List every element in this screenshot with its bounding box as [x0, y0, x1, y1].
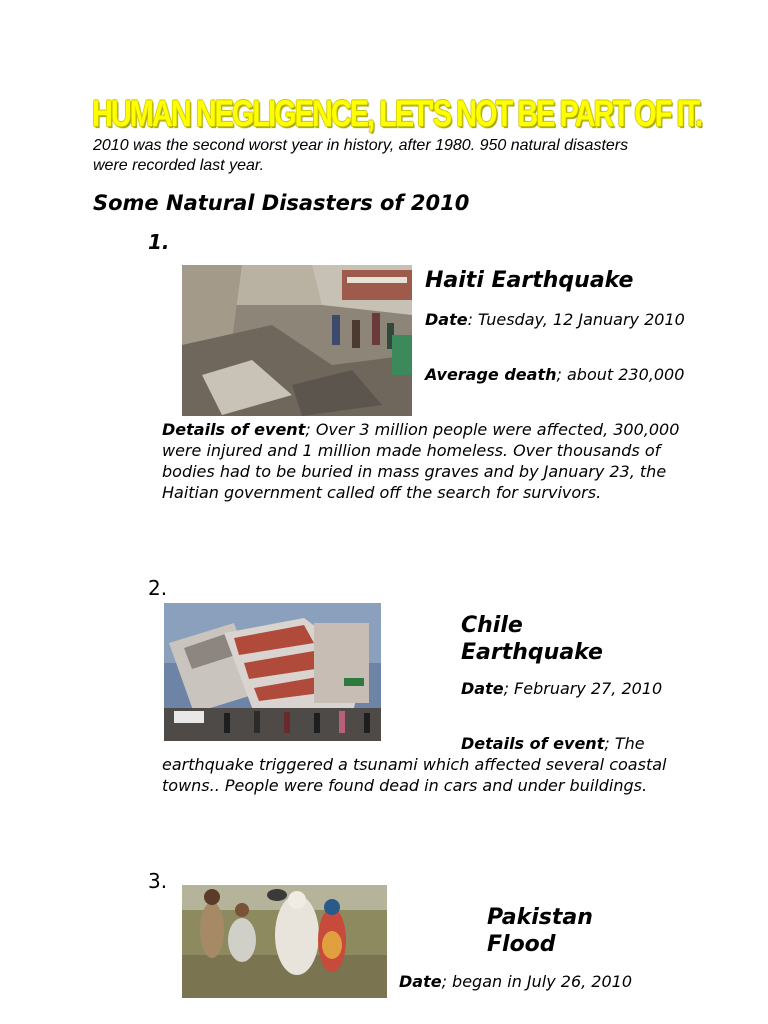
haiti-death-value: ; about 230,000 [556, 365, 685, 384]
pakistan-flood-photo [182, 885, 387, 998]
haiti-date [425, 309, 685, 330]
disaster-number-3: 3. [148, 869, 168, 893]
disaster-number-1: 1. [148, 230, 170, 254]
section-title: Some Natural Disasters of 2010 [93, 191, 470, 215]
chile-earthquake-photo [164, 603, 381, 741]
chile-title-line-1: Chile [461, 613, 523, 638]
pakistan-title [487, 904, 593, 958]
chile-date [461, 678, 681, 699]
haiti-death [425, 364, 685, 385]
chile-details-value: ; The earthquake triggered a tsunami which affected several coastal towns.. People were found dead in cars and under buildings. [162, 734, 667, 795]
pakistan-date-value: ; began in July 26, 2010 [441, 972, 633, 991]
disaster-number-2: 2. [148, 576, 168, 600]
haiti-earthquake-photo [182, 265, 412, 416]
haiti-death-label: Average death [425, 365, 557, 384]
haiti-details-value: ; Over 3 million people were affected, 300,000 were injured and 1 million made homeless. Over thousands of bodies had to be buried in mass graves and by January 23, the Haitian government called off the search for survivors. [162, 420, 680, 502]
haiti-date-label: Date [425, 310, 468, 329]
chile-details [162, 733, 687, 796]
pakistan-date [399, 971, 689, 992]
page-banner-title: HUMAN NEGLIGENCE, LET'S NOT BE PART OF IT. [92, 93, 702, 134]
pakistan-title-line-2: Flood [487, 932, 556, 957]
chile-date-label: Date [461, 679, 504, 698]
haiti-date-value: : Tuesday, 12 January 2010 [467, 310, 685, 329]
intro-text: 2010 was the second worst year in history, after 1980. 950 natural disasters were recorded last year. [93, 137, 629, 174]
chile-details-label: Details of event [461, 734, 605, 753]
haiti-details [162, 419, 682, 503]
chile-date-value: ; February 27, 2010 [503, 679, 663, 698]
chile-title-line-2: Earthquake [461, 640, 603, 665]
pakistan-date-label: Date [399, 972, 442, 991]
pakistan-title-line-1: Pakistan [487, 905, 593, 930]
haiti-details-label: Details of event [162, 420, 306, 439]
haiti-title: Haiti Earthquake [425, 268, 634, 293]
chile-title [461, 612, 603, 666]
